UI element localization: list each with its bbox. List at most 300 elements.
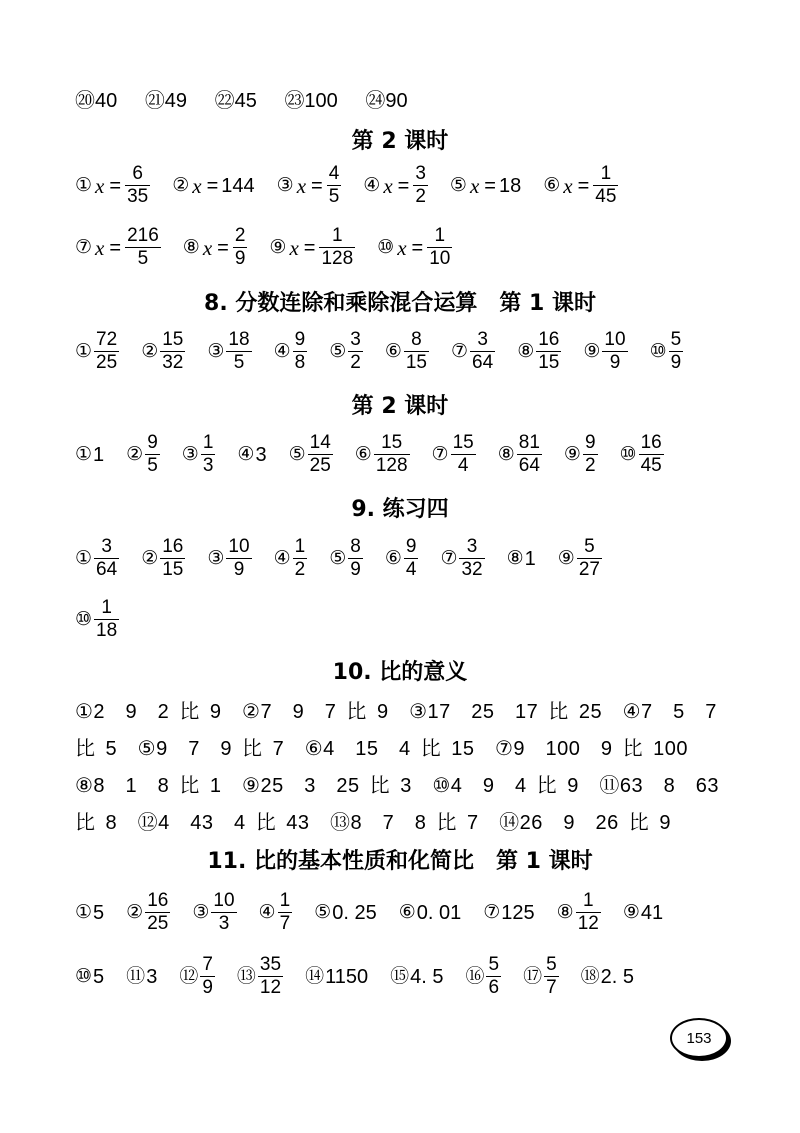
answer-item <box>399 901 462 925</box>
fraction-numerator: 1 <box>332 225 343 246</box>
answer-item <box>523 955 559 998</box>
fraction-denominator: 32 <box>461 559 483 580</box>
fraction-numerator: 3 <box>466 536 478 557</box>
fraction <box>278 891 293 934</box>
answer-value: 41 <box>640 901 664 924</box>
fraction <box>470 330 495 373</box>
answer-item <box>75 330 119 373</box>
answer-number: ② <box>141 547 159 569</box>
answer-item <box>141 330 185 373</box>
fraction-denominator: 5 <box>147 455 158 476</box>
fraction-denominator: 9 <box>202 977 213 998</box>
answer-item <box>237 955 283 998</box>
fraction-denominator: 3 <box>218 913 230 934</box>
fraction-numerator: 3 <box>101 536 112 557</box>
answer-number: ⑭ <box>305 965 325 987</box>
answer-item <box>440 537 484 580</box>
answer-item <box>564 433 598 476</box>
answers-row <box>75 330 740 373</box>
answer-number: ① <box>75 547 93 569</box>
section-heading: 10. 比的意义 <box>332 660 468 685</box>
fraction-denominator: 45 <box>640 455 662 476</box>
answer-item <box>75 901 104 925</box>
fraction-numerator: 10 <box>604 329 626 350</box>
variable-x: x <box>95 235 105 260</box>
fraction <box>94 330 119 373</box>
variable-x: x <box>296 173 307 198</box>
answer-number: ⑩ <box>75 608 93 630</box>
fraction-numerator: 5 <box>546 954 557 975</box>
answer-item <box>274 330 308 373</box>
answer-item <box>557 891 601 934</box>
answers-row <box>75 537 740 580</box>
fraction-denominator: 2 <box>294 559 306 580</box>
fraction-numerator: 2 <box>234 225 246 246</box>
fraction-numerator: 16 <box>640 432 662 453</box>
answer-number: ② <box>126 443 144 465</box>
answer-number: ⑧ <box>517 340 535 362</box>
answer-number: ⑤ <box>329 547 347 569</box>
answer-item <box>385 330 429 373</box>
answer-number: ② <box>141 340 159 362</box>
answer-item <box>269 226 355 269</box>
fraction-denominator: 128 <box>375 455 408 476</box>
answer-number: ⑨ <box>269 236 287 258</box>
fraction-denominator: 2 <box>415 186 426 207</box>
section-heading: 9. 练习四 <box>351 497 449 522</box>
answer-number: ⑧ <box>506 547 524 569</box>
answer-item <box>207 330 251 373</box>
fraction-denominator: 7 <box>279 913 291 934</box>
answer-item <box>385 537 419 580</box>
fraction-denominator: 15 <box>405 352 427 373</box>
answer-item <box>623 901 663 925</box>
fraction-numerator: 5 <box>488 954 500 975</box>
fraction-denominator: 9 <box>670 352 682 373</box>
variable-x: x <box>95 173 105 198</box>
answer-item <box>558 537 602 580</box>
answer-item <box>126 965 157 989</box>
fraction-denominator: 18 <box>96 620 118 641</box>
fraction-numerator: 10 <box>213 890 235 911</box>
fraction <box>145 891 170 934</box>
answer-number: ⑯ <box>465 965 485 987</box>
fraction <box>319 226 355 269</box>
page-number-badge: 153 <box>670 1018 728 1058</box>
fraction-denominator: 25 <box>309 455 331 476</box>
answer-value: 0. 25 <box>332 901 377 924</box>
fraction-denominator: 9 <box>609 352 621 373</box>
equals-sign: = <box>397 174 410 197</box>
answer-number: ④ <box>237 443 255 465</box>
fraction <box>413 164 428 207</box>
answer-item <box>620 433 664 476</box>
answer-number: ③ <box>192 901 210 923</box>
answer-number: ⑦ <box>75 236 93 258</box>
answer-number: ④ <box>273 340 291 362</box>
fraction-numerator: 8 <box>411 329 422 350</box>
fraction-numerator: 5 <box>584 536 595 557</box>
fraction-denominator: 25 <box>96 352 118 373</box>
fraction-denominator: 64 <box>96 559 118 580</box>
fraction-numerator: 9 <box>147 432 158 453</box>
fraction-denominator: 32 <box>162 352 184 373</box>
fraction <box>293 537 308 580</box>
answer-value: 4. 5 <box>410 965 444 988</box>
answer-item <box>451 330 495 373</box>
fraction-denominator: 2 <box>584 455 596 476</box>
fraction-numerator: 3 <box>350 329 361 350</box>
fraction <box>226 537 251 580</box>
fraction-numerator: 1 <box>294 536 306 557</box>
answer-item <box>329 537 363 580</box>
fraction-denominator: 10 <box>429 248 451 269</box>
fraction-numerator: 1 <box>202 432 214 453</box>
fraction <box>348 330 363 373</box>
fraction <box>145 433 160 476</box>
fraction <box>160 330 185 373</box>
fraction-numerator: 1 <box>101 597 112 618</box>
answers-row <box>75 955 740 998</box>
answer-number: ⑨ <box>622 901 640 923</box>
fraction <box>576 891 601 934</box>
fraction-denominator: 2 <box>350 352 361 373</box>
answer-item <box>179 955 215 998</box>
fraction-denominator: 12 <box>259 977 282 998</box>
answer-number: ④ <box>258 901 276 923</box>
fraction-numerator: 6 <box>132 163 143 184</box>
variable-x: x <box>192 173 202 198</box>
answer-item <box>75 164 150 207</box>
fraction-numerator: 7 <box>202 954 213 975</box>
answer-item <box>182 433 216 476</box>
answer-number: ⑤ <box>329 340 347 362</box>
answer-value: 5 <box>93 965 105 988</box>
answers-row <box>75 433 740 476</box>
answer-item <box>172 174 254 198</box>
answer-item <box>305 965 368 989</box>
section-heading: 第 2 课时 <box>351 129 449 154</box>
equals-sign: = <box>109 236 122 259</box>
fraction <box>258 955 283 998</box>
fraction-denominator: 27 <box>578 559 600 580</box>
answer-number: ③ <box>276 174 294 196</box>
answer-number: ⑨ <box>583 340 601 362</box>
variable-x: x <box>469 173 480 198</box>
fraction-denominator: 9 <box>350 559 361 580</box>
answer-item <box>274 537 308 580</box>
answer-item <box>390 965 443 989</box>
answer-item <box>377 226 452 269</box>
equals-sign: = <box>206 174 219 197</box>
answer-number: ⑧ <box>182 236 200 258</box>
variable-x: x <box>397 235 407 260</box>
fraction-numerator: 16 <box>147 890 169 911</box>
fraction <box>639 433 664 476</box>
answer-number: ⑦ <box>451 340 469 362</box>
answer-item <box>183 226 248 269</box>
fraction <box>308 433 333 476</box>
answer-number: ① <box>75 340 93 362</box>
fraction-denominator: 128 <box>321 248 354 269</box>
answer-item <box>75 226 161 269</box>
fraction <box>211 891 236 934</box>
answer-item <box>259 891 293 934</box>
answer-item <box>207 537 251 580</box>
answer-number: ② <box>126 901 144 923</box>
equals-sign: = <box>217 236 229 259</box>
answer-item <box>517 330 561 373</box>
answer-item <box>483 901 534 925</box>
answer-item: ㉑49 <box>144 89 188 112</box>
answer-value: 144 <box>221 174 255 197</box>
answer-number: ④ <box>363 174 381 196</box>
answer-value: 1 <box>524 547 536 570</box>
answer-item: ㉒45 <box>214 89 257 112</box>
fraction-denominator: 45 <box>595 186 617 207</box>
fraction <box>593 164 618 207</box>
answer-value: 3 <box>146 965 158 988</box>
fraction-numerator: 3 <box>415 163 426 184</box>
answer-number: ③ <box>207 340 225 362</box>
fraction <box>233 226 248 269</box>
answer-number: ⑬ <box>236 965 256 987</box>
fraction-denominator: 64 <box>518 455 540 476</box>
answers-row <box>75 598 740 641</box>
answer-number: ⑥ <box>384 547 402 569</box>
fraction-numerator: 1 <box>434 225 446 246</box>
answer-number: ① <box>75 901 93 923</box>
fraction-numerator: 1 <box>582 890 594 911</box>
fraction <box>404 330 429 373</box>
fraction <box>486 955 501 998</box>
answer-item <box>75 965 104 989</box>
equals-sign: = <box>303 236 316 259</box>
fraction-numerator: 72 <box>96 329 118 350</box>
fraction <box>201 433 216 476</box>
answer-number: ⑫ <box>179 965 199 987</box>
fraction <box>125 226 161 269</box>
fraction-numerator: 8 <box>350 536 361 557</box>
fraction <box>544 955 559 998</box>
equals-sign: = <box>484 174 496 197</box>
fraction <box>125 164 150 207</box>
fraction-numerator: 81 <box>518 432 540 453</box>
fraction-denominator: 9 <box>233 559 245 580</box>
fraction-denominator: 8 <box>294 352 306 373</box>
answer-item <box>363 164 428 207</box>
answer-number: ③ <box>181 443 199 465</box>
fraction <box>427 226 452 269</box>
answer-number: ⑥ <box>354 443 372 465</box>
fraction-numerator: 10 <box>228 536 250 557</box>
answer-number: ⑰ <box>523 965 543 987</box>
fraction-numerator: 16 <box>162 536 184 557</box>
answer-item <box>237 443 266 467</box>
fraction <box>669 330 684 373</box>
answer-number: ⑪ <box>126 965 146 987</box>
fraction <box>94 537 119 580</box>
answer-value: 125 <box>501 901 535 924</box>
answer-item <box>192 891 236 934</box>
variable-x: x <box>563 173 573 198</box>
fraction <box>536 330 561 373</box>
fraction <box>459 537 484 580</box>
answer-number: ⑱ <box>580 965 600 987</box>
answers-top-line <box>75 88 740 113</box>
answer-item <box>289 433 333 476</box>
fraction-denominator: 5 <box>137 248 149 269</box>
answer-item <box>355 433 410 476</box>
fraction-numerator: 15 <box>162 329 184 350</box>
answer-item <box>126 891 170 934</box>
fraction <box>94 598 119 641</box>
answer-number: ⑥ <box>384 340 402 362</box>
section-heading: 第 2 课时 <box>351 394 449 419</box>
fraction-denominator: 6 <box>488 977 500 998</box>
variable-x: x <box>289 235 299 260</box>
answer-item: ㉓100 <box>284 89 338 112</box>
fraction-numerator: 9 <box>584 432 596 453</box>
answer-value: 3 <box>255 443 267 466</box>
answer-item <box>581 965 634 989</box>
fraction-numerator: 5 <box>670 329 682 350</box>
answer-value: 2. 5 <box>600 965 635 988</box>
answer-item <box>277 164 342 207</box>
answer-number: ⑥ <box>543 174 561 196</box>
fraction <box>226 330 251 373</box>
answer-number: ⑦ <box>483 901 501 923</box>
fraction-numerator: 15 <box>381 432 403 453</box>
fraction-denominator: 9 <box>234 248 246 269</box>
fraction-denominator: 5 <box>233 352 245 373</box>
answer-number: ⑩ <box>619 443 637 465</box>
fraction-denominator: 7 <box>546 977 557 998</box>
fraction-numerator: 4 <box>328 163 340 184</box>
variable-x: x <box>202 235 213 260</box>
answer-item: ㉔90 <box>365 89 408 112</box>
answer-number: ⑩ <box>75 965 93 987</box>
fraction <box>404 537 419 580</box>
answers-row <box>75 891 740 934</box>
answer-item <box>432 433 476 476</box>
fraction <box>517 433 542 476</box>
fraction <box>327 164 342 207</box>
answer-item <box>75 537 119 580</box>
answers-row <box>75 226 740 269</box>
answer-item <box>543 164 618 207</box>
answer-item <box>450 174 521 198</box>
fraction-denominator: 4 <box>405 559 417 580</box>
fraction-numerator: 16 <box>538 329 560 350</box>
fraction <box>374 433 410 476</box>
variable-x: x <box>383 173 393 198</box>
equals-sign: = <box>577 174 590 197</box>
answer-value: 1 <box>93 443 105 466</box>
section-heading: 8. 分数连除和乘除混合运算 第 1 课时 <box>204 291 596 316</box>
fraction-denominator: 15 <box>538 352 560 373</box>
answers-row <box>75 164 740 207</box>
fraction-numerator: 3 <box>477 329 488 350</box>
fraction-denominator: 25 <box>147 913 169 934</box>
answer-number: ① <box>75 174 93 196</box>
answer-number: ④ <box>273 547 291 569</box>
answer-item <box>314 901 377 925</box>
equals-sign: = <box>311 174 323 197</box>
answer-item <box>498 433 542 476</box>
answer-number: ⑤ <box>288 443 306 465</box>
fraction-numerator: 1 <box>600 163 612 184</box>
ratio-answers-line: ⑧8 1 8 比 1 ⑨25 3 25 比 3 ⑩4 9 4 比 9 ⑪63 8 63 <box>75 775 719 797</box>
fraction-denominator: 35 <box>127 186 149 207</box>
answer-number: ⑥ <box>398 901 416 923</box>
fraction-numerator: 9 <box>405 536 417 557</box>
fraction-numerator: 1 <box>279 890 291 911</box>
answer-item <box>465 955 501 998</box>
fraction-numerator: 216 <box>127 225 159 246</box>
answer-value: 18 <box>498 174 522 197</box>
answer-number: ⑦ <box>431 443 449 465</box>
fraction-numerator: 35 <box>259 954 282 975</box>
fraction-denominator: 15 <box>162 559 184 580</box>
answer-number: ⑨ <box>557 547 575 569</box>
ratio-answers-line: 比 8 ⑫4 43 4 比 43 ⑬8 7 8 比 7 ⑭26 9 26 比 9 <box>75 812 671 834</box>
answer-item <box>141 537 185 580</box>
answer-item <box>329 330 363 373</box>
answer-number: ⑦ <box>440 547 458 569</box>
answer-item <box>583 330 627 373</box>
fraction-numerator: 15 <box>452 432 474 453</box>
answer-value: 1150 <box>325 965 369 988</box>
answer-number: ⑧ <box>556 901 574 923</box>
answer-item <box>650 330 684 373</box>
section-heading: 11. 比的基本性质和化简比 第 1 课时 <box>207 849 593 874</box>
fraction <box>451 433 476 476</box>
fraction-denominator: 4 <box>457 455 469 476</box>
equals-sign: = <box>411 236 424 259</box>
fraction-denominator: 12 <box>577 913 599 934</box>
fraction-numerator: 14 <box>309 432 331 453</box>
fraction-denominator: 3 <box>202 455 214 476</box>
answer-number: ⑤ <box>314 901 332 923</box>
answer-item <box>75 443 104 467</box>
fraction-numerator: 9 <box>294 329 306 350</box>
answer-value: 0. 01 <box>416 901 462 924</box>
fraction <box>583 433 598 476</box>
fraction-numerator: 18 <box>228 329 250 350</box>
ratio-answers-line: ①2 9 2 比 9 ②7 9 7 比 9 ③17 25 17 比 25 ④7 5 7 <box>75 701 717 723</box>
fraction-denominator: 5 <box>328 186 340 207</box>
answer-item: ⑳40 <box>75 89 118 112</box>
answer-number: ⑩ <box>649 340 667 362</box>
fraction <box>602 330 627 373</box>
answer-number: ⑧ <box>497 443 515 465</box>
answer-number: ② <box>172 174 190 196</box>
fraction <box>200 955 215 998</box>
fraction <box>577 537 602 580</box>
ratio-answers-line: 比 5 ⑤9 7 9 比 7 ⑥4 15 4 比 15 ⑦9 100 9 比 100 <box>75 738 689 760</box>
answer-number: ⑮ <box>390 965 410 987</box>
answer-item <box>75 598 119 641</box>
answer-item <box>126 433 160 476</box>
answer-item <box>507 547 536 571</box>
fraction <box>293 330 308 373</box>
fraction <box>160 537 185 580</box>
answer-number: ⑨ <box>563 443 581 465</box>
fraction-denominator: 64 <box>472 352 494 373</box>
equals-sign: = <box>109 174 122 197</box>
answer-number: ③ <box>207 547 225 569</box>
